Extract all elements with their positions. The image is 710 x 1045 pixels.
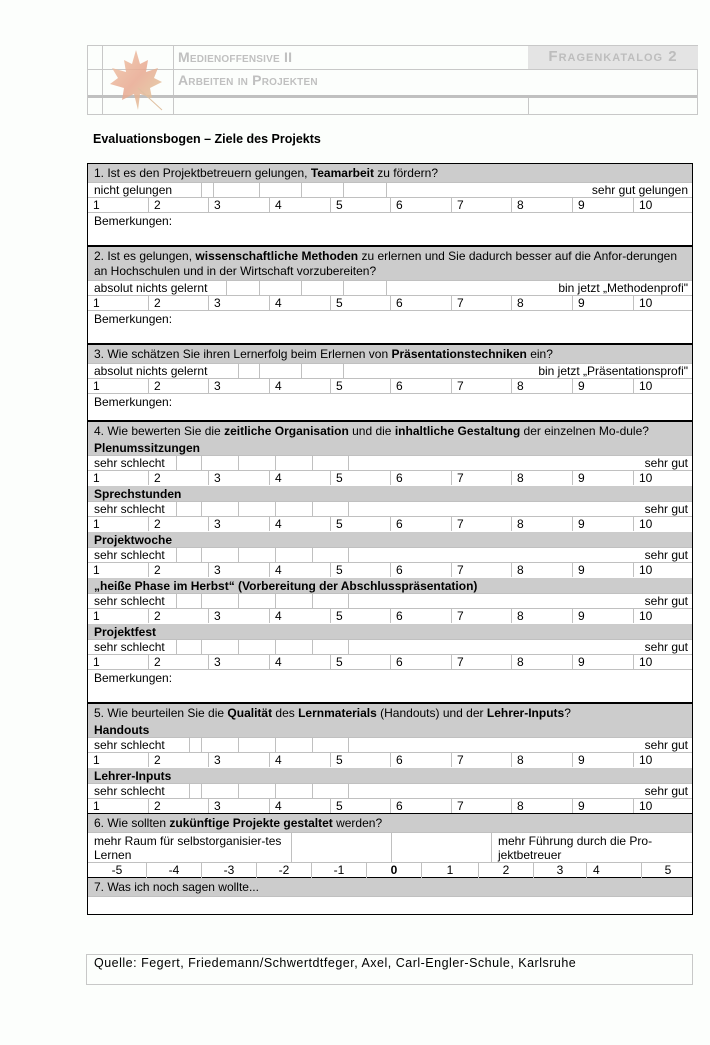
rating-option-6[interactable]: 6 (390, 609, 451, 623)
scale-max-label: sehr gut (644, 738, 688, 752)
rating-scale-heisse-phase[interactable] (88, 608, 692, 623)
rating-option-6[interactable]: 6 (390, 379, 451, 393)
rating-scale-lehrer-inputs[interactable] (88, 798, 692, 814)
question-7-heading: 7. Was ich noch sagen wollte... (88, 878, 692, 896)
rating-option-1[interactable]: 1 (93, 563, 100, 577)
scale-min-label: mehr Raum für selbstorganisier-tes Lernen (94, 834, 282, 862)
scale-max-label: bin jetzt „Präsentationsprofi" (538, 364, 688, 378)
rating-option-10[interactable]: 10 (633, 799, 693, 813)
rating-option-5[interactable]: 5 (330, 198, 390, 212)
rating-option-0[interactable]: 0 (366, 863, 421, 878)
rating-option--1[interactable]: -1 (311, 863, 366, 878)
rating-option-5[interactable]: 5 (330, 655, 390, 669)
rating-option-3[interactable]: 3 (208, 753, 269, 767)
rating-option-4[interactable]: 4 (269, 471, 330, 485)
rating-option-2[interactable]: 2 (148, 609, 208, 623)
rating-option-8[interactable]: 8 (511, 198, 572, 212)
rating-option-10[interactable]: 10 (633, 296, 693, 310)
scale-labels-row (88, 639, 692, 654)
rating-option-5[interactable]: 5 (330, 517, 390, 531)
header-subtitle: Arbeiten in Projekten (178, 72, 318, 88)
rating-option-7[interactable]: 7 (451, 563, 511, 577)
scale-max-label: sehr gut (644, 640, 688, 654)
scale-min-label: nicht gelungen (94, 183, 173, 197)
rating-option-4[interactable]: 4 (269, 198, 330, 212)
scale-min-label: sehr schlecht (94, 548, 165, 562)
scale-max-label: sehr gut (644, 456, 688, 470)
rating-option-1[interactable]: 1 (93, 609, 100, 623)
scale-min-label: sehr schlecht (94, 594, 165, 608)
rating-option-6[interactable]: 6 (390, 517, 451, 531)
maple-leaf-icon (102, 48, 174, 114)
scale-labels-row (88, 547, 692, 562)
rating-option-7[interactable]: 7 (451, 198, 511, 212)
rating-scale-handouts[interactable] (88, 752, 692, 767)
rating-option-7[interactable]: 7 (451, 799, 511, 813)
rating-option-5[interactable]: 5 (330, 471, 390, 485)
rating-option-9[interactable]: 9 (572, 609, 633, 623)
scale-max-label: bin jetzt „Methodenprofi" (558, 281, 688, 295)
module-heading: „heiße Phase im Herbst“ (Vorbereitung der Abschlusspräsentation) (88, 577, 692, 593)
rating-option-5[interactable]: 5 (330, 799, 390, 813)
rating-option-8[interactable]: 8 (511, 296, 572, 310)
rating-option-7[interactable]: 7 (451, 655, 511, 669)
rating-option-3[interactable]: 3 (208, 517, 269, 531)
remarks-field-q2[interactable]: Bemerkungen: (88, 310, 692, 344)
evaluation-form (87, 163, 693, 915)
item-heading: Handouts (88, 722, 692, 737)
scale-labels-row (88, 593, 692, 608)
rating-option-6[interactable]: 6 (390, 799, 451, 813)
rating-option-3[interactable]: 3 (208, 471, 269, 485)
question-2-heading: 2. Ist es gelungen, wissenschaftliche Methoden zu erlernen und Sie dadurch besser auf die Anfor-derungen an Hochschulen und in der Wirtschaft vorzubereiten? (88, 246, 692, 280)
rating-option-4[interactable]: 4 (269, 799, 330, 813)
rating-option-10[interactable]: 10 (633, 609, 693, 623)
scale-labels-row (88, 182, 692, 197)
rating-option-9[interactable]: 9 (572, 198, 633, 212)
rating-option-8[interactable]: 8 (511, 517, 572, 531)
rating-option-2[interactable]: 2 (148, 799, 208, 813)
rating-option-7[interactable]: 7 (451, 517, 511, 531)
rating-option-10[interactable]: 10 (633, 563, 693, 577)
document-header (87, 45, 698, 115)
rating-option-9[interactable]: 9 (572, 655, 633, 669)
rating-option-4[interactable]: 4 (269, 609, 330, 623)
scale-labels-row (88, 501, 692, 516)
rating-option-3[interactable]: 3 (208, 609, 269, 623)
rating-scale-sprechstunden[interactable] (88, 516, 692, 531)
question-6-heading: 6. Wie sollten zukünftige Projekte gestaltet werden? (88, 814, 692, 832)
rating-option-5[interactable]: 5 (641, 863, 694, 878)
rating-option-2[interactable]: 2 (148, 471, 208, 485)
free-text-field-q7[interactable] (88, 896, 692, 915)
scale-max-label: sehr gut (644, 594, 688, 608)
rating-option-8[interactable]: 8 (511, 799, 572, 813)
rating-option-8[interactable]: 8 (511, 563, 572, 577)
rating-option-1[interactable]: 1 (93, 753, 100, 767)
rating-option-1[interactable]: 1 (93, 655, 100, 669)
scale-max-label: sehr gut gelungen (591, 183, 688, 197)
rating-option--5[interactable]: -5 (111, 863, 123, 877)
module-heading: Projektfest (88, 623, 692, 639)
rating-option-4[interactable]: 4 (586, 863, 641, 878)
rating-option-6[interactable]: 6 (390, 563, 451, 577)
scale-labels-row (88, 737, 692, 752)
rating-option-4[interactable]: 4 (269, 379, 330, 393)
rating-option-9[interactable]: 9 (572, 517, 633, 531)
scale-min-label: absolut nichts gelernt (94, 364, 208, 378)
scale-min-label: sehr schlecht (94, 456, 165, 470)
q6-labels-row (88, 832, 692, 862)
header-divider (88, 69, 697, 70)
rating-option-3[interactable]: 3 (208, 563, 269, 577)
rating-option-2[interactable]: 2 (148, 563, 208, 577)
rating-option-8[interactable]: 8 (511, 471, 572, 485)
rating-scale-q3[interactable] (88, 378, 692, 393)
rating-option-3[interactable]: 3 (208, 296, 269, 310)
rating-option-4[interactable]: 4 (269, 655, 330, 669)
rating-option-10[interactable]: 10 (633, 517, 693, 531)
source-citation: Quelle: Fegert, Friedemann/Schwertdtfeger, Axel, Carl-Engler-Schule, Karlsruhe (86, 954, 693, 985)
scale-min-label: sehr schlecht (94, 738, 165, 752)
scale-labels-row (88, 783, 692, 798)
rating-option-10[interactable]: 10 (633, 471, 693, 485)
header-divider (88, 95, 697, 98)
rating-option-9[interactable]: 9 (572, 753, 633, 767)
rating-option-2[interactable]: 2 (148, 655, 208, 669)
question-1-heading: 1. Ist es den Projektbetreuern gelungen, Teamarbeit zu fördern? (88, 164, 692, 182)
module-heading: Plenumssitzungen (88, 440, 692, 455)
rating-option-6[interactable]: 6 (390, 296, 451, 310)
rating-option-10[interactable]: 10 (633, 655, 693, 669)
rating-option-2[interactable]: 2 (148, 379, 208, 393)
rating-option-4[interactable]: 4 (269, 563, 330, 577)
rating-scale-projektwoche[interactable] (88, 562, 692, 577)
rating-option-5[interactable]: 5 (330, 563, 390, 577)
rating-option-6[interactable]: 6 (390, 655, 451, 669)
scale-max-label: sehr gut (644, 784, 688, 798)
rating-option-3[interactable]: 3 (533, 863, 586, 878)
scale-min-label: sehr schlecht (94, 502, 165, 516)
rating-option-9[interactable]: 9 (572, 799, 633, 813)
rating-option-9[interactable]: 9 (572, 563, 633, 577)
rating-option-4[interactable]: 4 (269, 517, 330, 531)
rating-option-8[interactable]: 8 (511, 753, 572, 767)
rating-option-8[interactable]: 8 (511, 609, 572, 623)
question-5-heading: 5. Wie beurteilen Sie die Qualität des Lernmaterials (Handouts) und der Lehrer-Inputs? (88, 703, 692, 722)
rating-scale-q2[interactable] (88, 295, 692, 310)
rating-option-1[interactable]: 1 (421, 863, 478, 878)
rating-option-3[interactable]: 3 (208, 799, 269, 813)
rating-option-4[interactable]: 4 (269, 753, 330, 767)
item-heading: Lehrer-Inputs (88, 767, 692, 783)
rating-scale-plenumssitzungen[interactable] (88, 470, 692, 485)
rating-option-5[interactable]: 5 (330, 379, 390, 393)
question-4-heading: 4. Wie bewerten Sie die zeitliche Organisation und die inhaltliche Gestaltung der einzelnen Mo-dule? (88, 421, 692, 440)
catalog-label: Fragenkatalog 2 (528, 46, 698, 69)
page-title: Evaluationsbogen – Ziele des Projekts (93, 132, 321, 146)
rating-option-7[interactable]: 7 (451, 379, 511, 393)
rating-option-6[interactable]: 6 (390, 753, 451, 767)
rating-option-1[interactable]: 1 (93, 379, 100, 393)
rating-option-9[interactable]: 9 (572, 379, 633, 393)
rating-option-2[interactable]: 2 (148, 198, 208, 212)
rating-option-6[interactable]: 6 (390, 198, 451, 212)
module-heading: Sprechstunden (88, 485, 692, 501)
rating-option-8[interactable]: 8 (511, 655, 572, 669)
rating-scale-q6[interactable] (88, 862, 692, 878)
rating-option--2[interactable]: -2 (256, 863, 311, 878)
rating-option--3[interactable]: -3 (201, 863, 256, 878)
rating-option-9[interactable]: 9 (572, 471, 633, 485)
scale-labels-row (88, 280, 692, 295)
rating-option-1[interactable]: 1 (93, 517, 100, 531)
rating-option-7[interactable]: 7 (451, 609, 511, 623)
module-heading: Projektwoche (88, 531, 692, 547)
rating-option-1[interactable]: 1 (93, 471, 100, 485)
scale-labels-row (88, 455, 692, 470)
header-divider (528, 97, 529, 115)
rating-option-3[interactable]: 3 (208, 379, 269, 393)
rating-option-10[interactable]: 10 (633, 753, 693, 767)
rating-option-6[interactable]: 6 (390, 471, 451, 485)
rating-option-4[interactable]: 4 (269, 296, 330, 310)
scale-min-label: absolut nichts gelernt (94, 281, 208, 295)
rating-option--4[interactable]: -4 (146, 863, 201, 878)
scale-labels-row (88, 363, 692, 378)
scale-min-label: sehr schlecht (94, 640, 165, 654)
rating-option-1[interactable]: 1 (93, 198, 100, 212)
rating-scale-projektfest[interactable] (88, 654, 692, 669)
question-3-heading: 3. Wie schätzen Sie ihren Lernerfolg beim Erlernen von Präsentationstechniken ein? (88, 344, 692, 363)
rating-option-10[interactable]: 10 (633, 379, 693, 393)
rating-option-7[interactable]: 7 (451, 296, 511, 310)
remarks-field-q1[interactable]: Bemerkungen: (88, 212, 692, 246)
remarks-field-q4[interactable]: Bemerkungen: (88, 669, 692, 703)
remarks-field-q3[interactable]: Bemerkungen: (88, 393, 692, 421)
rating-option-9[interactable]: 9 (572, 296, 633, 310)
scale-max-label: sehr gut (644, 502, 688, 516)
rating-option-3[interactable]: 3 (208, 198, 269, 212)
rating-option-5[interactable]: 5 (330, 609, 390, 623)
rating-option-2[interactable]: 2 (148, 753, 208, 767)
rating-option-3[interactable]: 3 (208, 655, 269, 669)
rating-option-1[interactable]: 1 (93, 799, 100, 813)
header-title: Medienoffensive II (178, 49, 293, 65)
scale-min-label: sehr schlecht (94, 784, 165, 798)
rating-option-7[interactable]: 7 (451, 753, 511, 767)
rating-scale-q1[interactable] (88, 197, 692, 212)
rating-option-2[interactable]: 2 (148, 296, 208, 310)
rating-option-7[interactable]: 7 (451, 471, 511, 485)
rating-option-10[interactable]: 10 (633, 198, 693, 212)
rating-option-5[interactable]: 5 (330, 296, 390, 310)
rating-option-2[interactable]: 2 (478, 863, 533, 878)
rating-option-8[interactable]: 8 (511, 379, 572, 393)
rating-option-2[interactable]: 2 (148, 517, 208, 531)
scale-max-label: mehr Führung durch die Pro-jektbetreuer (491, 833, 693, 862)
scale-max-label: sehr gut (644, 548, 688, 562)
rating-option-5[interactable]: 5 (330, 753, 390, 767)
rating-option-1[interactable]: 1 (93, 296, 100, 310)
